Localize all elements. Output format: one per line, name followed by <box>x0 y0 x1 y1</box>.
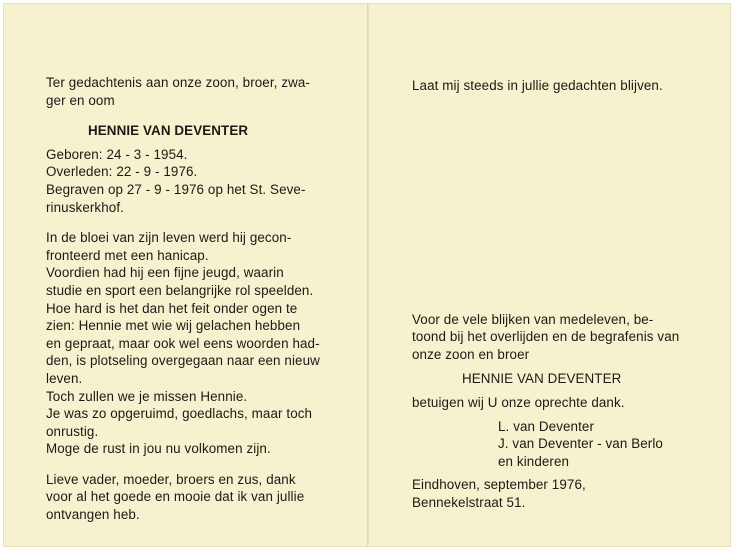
poem-line: Toch zullen we je missen Hennie. <box>46 388 248 404</box>
burial-line: rinuskerkhof. <box>46 199 124 215</box>
death-date: Overleden: 22 - 9 - 1976. <box>46 164 198 180</box>
signatory: J. van Deventer - van Berlo <box>498 436 663 452</box>
poem-line: In de bloei van zijn leven werd hij gecon- <box>46 230 292 246</box>
poem-line: Voordien had hij een fijne jeugd, waarin <box>46 265 284 281</box>
poem-line: den, is plotseling overgegaan naar een nieuw <box>46 353 320 369</box>
thanks-intro-line: Voor de vele blijken van medeleven, be- <box>412 311 654 327</box>
poem-line: studie en sport een belangrijke rol speelden. <box>46 282 314 298</box>
poem-line: onrustig. <box>46 423 99 439</box>
thanks-intro-line: toond bij het overlijden en de begrafenis van <box>412 329 680 345</box>
closing-line: Lieve vader, moeder, broers en zus, dank <box>46 471 296 487</box>
poem-line: Je was zo opgeruimd, goedlachs, maar toch <box>46 406 313 422</box>
left-page <box>46 74 336 524</box>
signatory: L. van Deventer <box>498 418 595 434</box>
address: Bennekelstraat 51. <box>412 494 526 510</box>
place-date: Eindhoven, september 1976, <box>412 477 586 493</box>
birth-date: Geboren: 24 - 3 - 1954. <box>46 146 188 162</box>
thanks-intro-line: onze zoon en broer <box>412 346 530 362</box>
closing-line: ontvangen heb. <box>46 507 140 523</box>
card-fold <box>367 3 369 547</box>
poem-line: Moge de rust in jou nu volkomen zijn. <box>46 441 271 457</box>
deceased-name: HENNIE VAN DEVENTER <box>88 123 249 139</box>
burial-line: Begraven op 27 - 9 - 1976 op het St. Seve- <box>46 181 306 197</box>
quote-line: Laat mij steeds in jullie gedachten blijven. <box>412 78 663 93</box>
right-page <box>412 77 712 512</box>
poem-line: Hoe hard is het dan het feit onder ogen te <box>46 300 298 316</box>
intro-line: Ter gedachtenis aan onze zoon, broer, zwa- <box>46 75 310 90</box>
poem-line: fronteerd met een hanicap. <box>46 247 209 263</box>
thanks-line: betuigen wij U onze oprechte dank. <box>412 394 625 410</box>
poem-line: en gepraat, maar ook wel eens woorden had- <box>46 335 320 351</box>
poem-line: zien: Hennie met wie wij gelachen hebben <box>46 318 301 334</box>
intro-line: ger en oom <box>46 92 115 108</box>
signatory: en kinderen <box>498 453 570 469</box>
deceased-name-repeat: HENNIE VAN DEVENTER <box>462 371 622 387</box>
poem-line: leven. <box>46 370 83 386</box>
closing-line: voor al het goede en mooie dat ik van jullie <box>46 489 305 505</box>
